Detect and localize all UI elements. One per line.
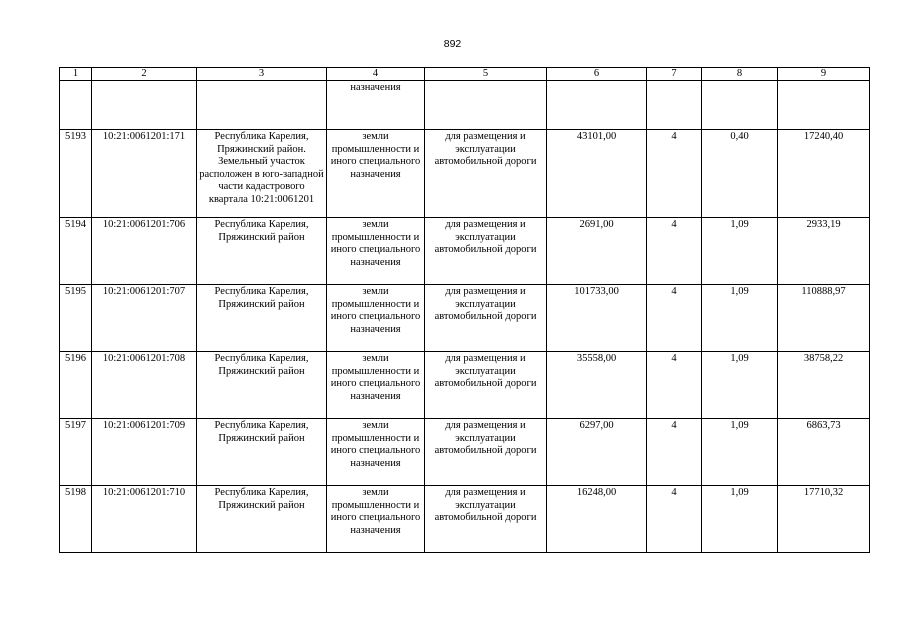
table-row: [60, 130, 870, 218]
cadastral-number-cell: 10:21:0061201:171: [92, 130, 197, 218]
cadastral-number-cell: 10:21:0061201:709: [92, 419, 197, 486]
table-row: [60, 486, 870, 553]
permitted-use-cell: для размещения и эксплуатации автомобильной дороги: [425, 130, 547, 218]
land-category-cell: земли промышленности и иного специального назначения: [327, 419, 425, 486]
column-header: 4: [327, 68, 425, 81]
table-row: [60, 352, 870, 419]
group-cell: 4: [647, 352, 702, 419]
table-cell: [647, 81, 702, 130]
table-cell: [778, 81, 870, 130]
address-cell: Республика Карелия, Пряжинский район: [197, 352, 327, 419]
land-category-cell: земли промышленности и иного специального назначения: [327, 352, 425, 419]
address-cell: Республика Карелия, Пряжинский район: [197, 285, 327, 352]
land-category-cell: земли промышленности и иного специального назначения: [327, 285, 425, 352]
area-cell: 6297,00: [547, 419, 647, 486]
coefficient-cell: 1,09: [702, 285, 778, 352]
land-category-cell: земли промышленности и иного специального назначения: [327, 218, 425, 285]
row-number-cell: 5195: [60, 285, 92, 352]
table-cell: [702, 81, 778, 130]
column-header: 7: [647, 68, 702, 81]
cadastral-number-cell: 10:21:0061201:710: [92, 486, 197, 553]
row-number-cell: 5197: [60, 419, 92, 486]
coefficient-cell: 1,09: [702, 486, 778, 553]
table-row: [60, 285, 870, 352]
value-cell: 17240,40: [778, 130, 870, 218]
area-cell: 43101,00: [547, 130, 647, 218]
table-cell: [92, 81, 197, 130]
column-header: 5: [425, 68, 547, 81]
column-header: 2: [92, 68, 197, 81]
land-category-cell: земли промышленности и иного специального назначения: [327, 130, 425, 218]
value-cell: 38758,22: [778, 352, 870, 419]
coefficient-cell: 1,09: [702, 419, 778, 486]
land-register-table: [59, 67, 870, 553]
table-row: [60, 218, 870, 285]
permitted-use-cell: для размещения и эксплуатации автомобильной дороги: [425, 419, 547, 486]
header-row: [60, 68, 870, 81]
cadastral-number-cell: 10:21:0061201:707: [92, 285, 197, 352]
table-row: [60, 419, 870, 486]
permitted-use-cell: для размещения и эксплуатации автомобильной дороги: [425, 285, 547, 352]
coefficient-cell: 1,09: [702, 218, 778, 285]
table-cell: [60, 81, 92, 130]
group-cell: 4: [647, 419, 702, 486]
cadastral-number-cell: 10:21:0061201:706: [92, 218, 197, 285]
address-cell: Республика Карелия, Пряжинский район: [197, 419, 327, 486]
table-cell: назначения: [327, 81, 425, 130]
area-cell: 101733,00: [547, 285, 647, 352]
address-cell: Республика Карелия, Пряжинский район: [197, 218, 327, 285]
column-header: 9: [778, 68, 870, 81]
group-cell: 4: [647, 486, 702, 553]
coefficient-cell: 1,09: [702, 352, 778, 419]
cadastral-number-cell: 10:21:0061201:708: [92, 352, 197, 419]
group-cell: 4: [647, 218, 702, 285]
value-cell: 110888,97: [778, 285, 870, 352]
continuation-row: [60, 81, 870, 130]
row-number-cell: 5194: [60, 218, 92, 285]
table-cell: [547, 81, 647, 130]
permitted-use-cell: для размещения и эксплуатации автомобильной дороги: [425, 352, 547, 419]
value-cell: 2933,19: [778, 218, 870, 285]
value-cell: 6863,73: [778, 419, 870, 486]
row-number-cell: 5198: [60, 486, 92, 553]
address-cell: Республика Карелия, Пряжинский район. Земельный участок расположен в юго-западной части кадастрового квартала 10:21:0061201: [197, 130, 327, 218]
area-cell: 2691,00: [547, 218, 647, 285]
group-cell: 4: [647, 130, 702, 218]
page-number: 892: [443, 38, 462, 50]
area-cell: 16248,00: [547, 486, 647, 553]
column-header: 1: [60, 68, 92, 81]
coefficient-cell: 0,40: [702, 130, 778, 218]
area-cell: 35558,00: [547, 352, 647, 419]
permitted-use-cell: для размещения и эксплуатации автомобильной дороги: [425, 218, 547, 285]
permitted-use-cell: для размещения и эксплуатации автомобильной дороги: [425, 486, 547, 553]
address-cell: Республика Карелия, Пряжинский район: [197, 486, 327, 553]
column-header: 3: [197, 68, 327, 81]
land-category-cell: земли промышленности и иного специального назначения: [327, 486, 425, 553]
column-header: 8: [702, 68, 778, 81]
row-number-cell: 5196: [60, 352, 92, 419]
table-cell: [197, 81, 327, 130]
column-header: 6: [547, 68, 647, 81]
table-cell: [425, 81, 547, 130]
group-cell: 4: [647, 285, 702, 352]
value-cell: 17710,32: [778, 486, 870, 553]
row-number-cell: 5193: [60, 130, 92, 218]
